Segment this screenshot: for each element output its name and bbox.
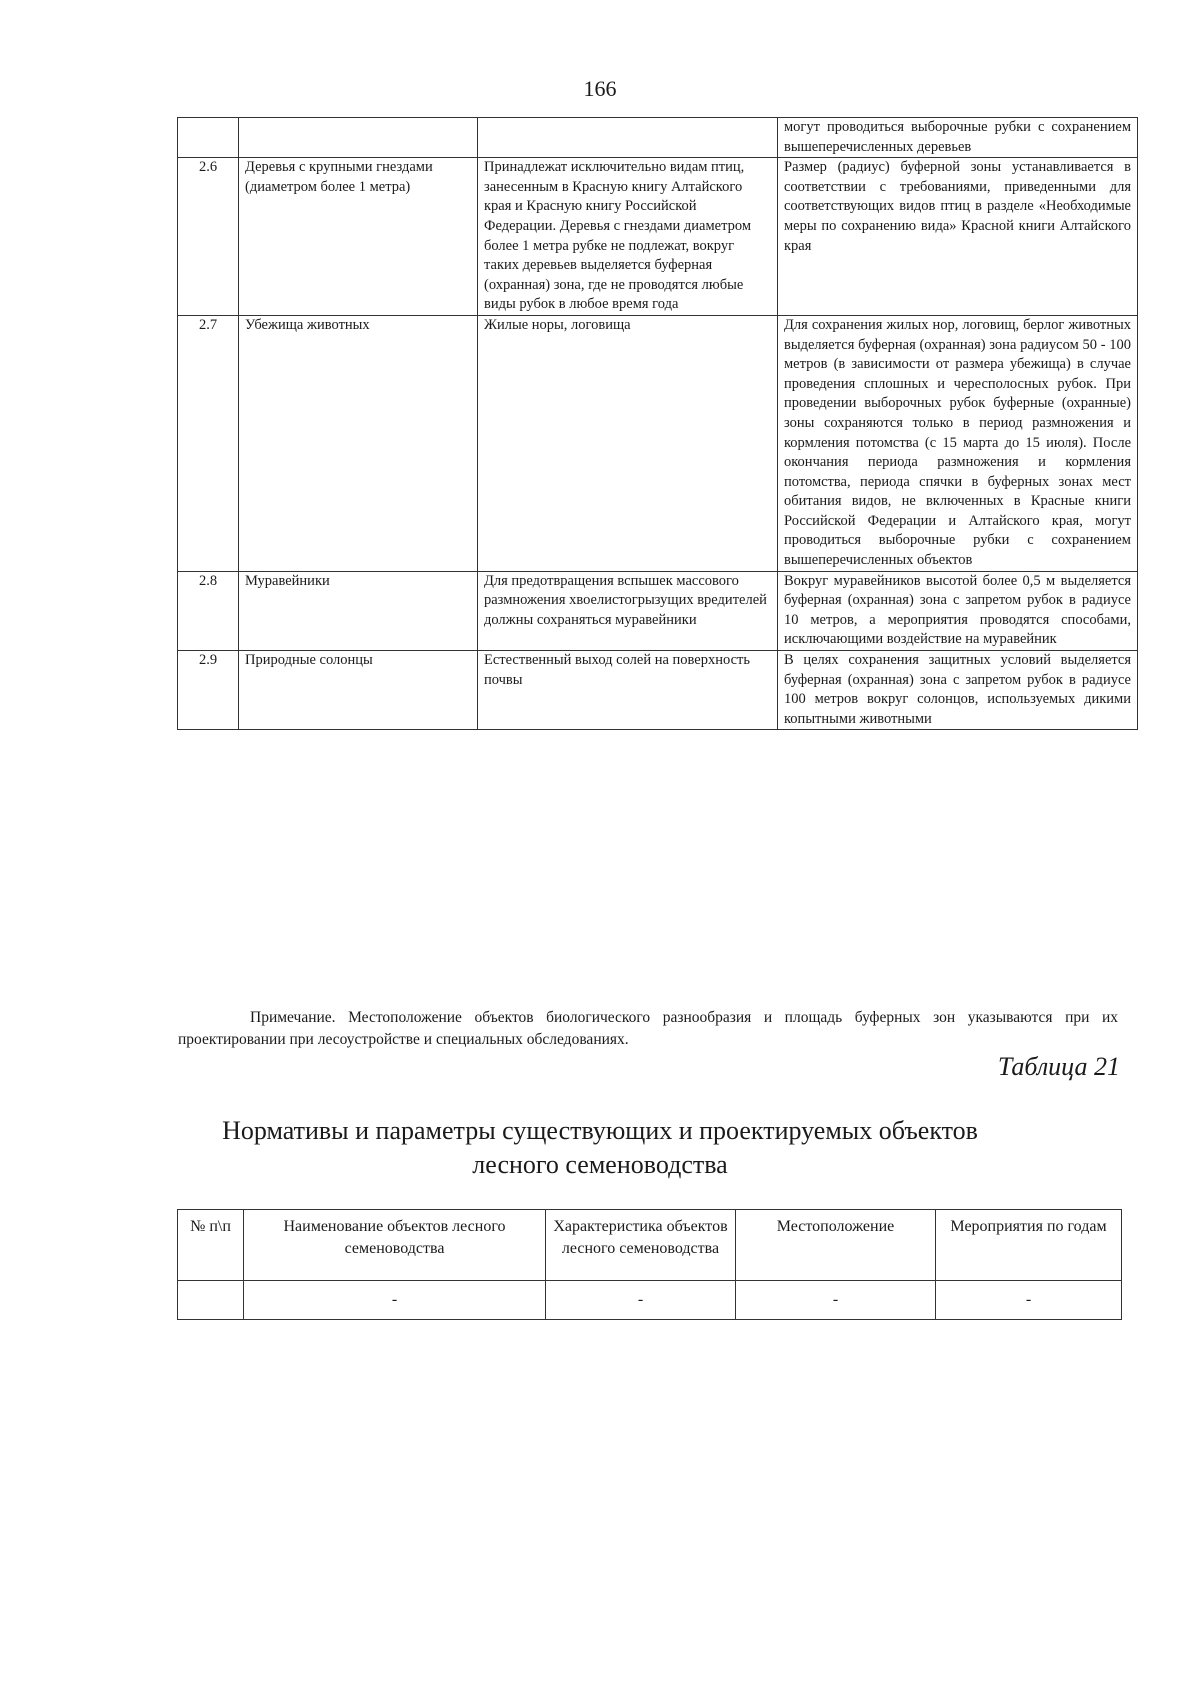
table-label: Таблица 21 (997, 1052, 1120, 1081)
cell-measures: - (936, 1281, 1122, 1320)
object-characteristic: Жилые норы, логовища (478, 315, 778, 571)
object-measures: Размер (радиус) буферной зоны устанавливается в соответствии с требованиями, приведенными для соответствующих видов птиц в разделе «Необходимые меры по сохранению вида» Красной книги Алтайского края (778, 158, 1138, 316)
object-characteristic: Принадлежат исключительно видам птиц, занесенным в Красную книгу Алтайского края и Красную книгу Российской Федерации. Деревья с гнездами диаметром более 1 метра рубке не подлежат, вокруг таких деревьев выделяется буферная (охранная) зона, где не проводятся любые виды рубок в любое время года (478, 158, 778, 316)
object-measures: могут проводиться выборочные рубки с сохранением вышеперечисленных деревьев (778, 118, 1138, 158)
object-characteristic: Для предотвращения вспышек массового размножения хвоелистогрызущих вредителей должны сохраняться муравейники (478, 571, 778, 650)
cell-location: - (736, 1281, 936, 1320)
cell-number (178, 1281, 244, 1320)
object-measures: Для сохранения жилых нор, логовищ, берлог животных выделяется буферная (охранная) зона радиусом 50 - 100 метров (в зависимости от размера убежища) в случае проведения сплошных и чересполосных рубок. При проведении выборочных рубок буферные (охранные) зоны сохраняются только в период размножения и кормления потомства (с 15 марта до 15 июля). После окончания периода размножения и кормления потомства, периода спячки в буферных зонах мест обитания видов, не включенных в Красные книги Российской Федерации и Алтайского края, могут проводиться выборочные рубки с сохранением вышеперечисленных объектов (778, 315, 1138, 571)
row-number: 2.8 (178, 571, 239, 650)
object-measures: Вокруг муравейников высотой более 0,5 м выделяется буферная (охранная) зона с запретом рубок в радиусе 10 метров, а мероприятия проводятся способами, исключающими воздействие на муравейник (778, 571, 1138, 650)
title-line-1: Нормативы и параметры существующих и проектируемых объектов (222, 1116, 978, 1145)
table-header-row (178, 1210, 1122, 1281)
biodiversity-objects-table (177, 117, 1138, 730)
table-note: Примечание. Местоположение объектов биологического разнообразия и площадь буферных зон указываются при их проектировании при лесоустройстве и специальных обследованиях. (178, 1009, 1118, 1048)
table-row (178, 315, 1138, 571)
row-number: 2.9 (178, 651, 239, 730)
table-row (178, 571, 1138, 650)
section-title (0, 1114, 1200, 1182)
row-number: 2.6 (178, 158, 239, 316)
column-header-location: Местоположение (736, 1210, 936, 1281)
cell-characteristic: - (546, 1281, 736, 1320)
page-number: 166 (583, 76, 617, 101)
column-header-name: Наименование объектов лесного семеноводства (244, 1210, 546, 1281)
table-row (178, 158, 1138, 316)
object-name: Деревья с крупными гнездами (диаметром более 1 метра) (239, 158, 478, 316)
object-characteristic: Естественный выход солей на поверхность почвы (478, 651, 778, 730)
cell-name: - (244, 1281, 546, 1320)
object-characteristic (478, 118, 778, 158)
table-row (178, 118, 1138, 158)
row-number (178, 118, 239, 158)
column-header-characteristic: Характеристика объектов лесного семеноводства (546, 1210, 736, 1281)
table-row (178, 1281, 1122, 1320)
column-header-measures: Мероприятия по годам (936, 1210, 1122, 1281)
object-name: Природные солонцы (239, 651, 478, 730)
object-name (239, 118, 478, 158)
object-name: Убежища животных (239, 315, 478, 571)
column-header-number: № п\п (178, 1210, 244, 1281)
object-name: Муравейники (239, 571, 478, 650)
row-number: 2.7 (178, 315, 239, 571)
title-line-2: лесного семеноводства (472, 1150, 728, 1179)
seed-production-table (177, 1209, 1122, 1320)
table-row (178, 651, 1138, 730)
object-measures: В целях сохранения защитных условий выделяется буферная (охранная) зона с запретом рубок в радиусе 100 метров вокруг солонцов, используемых дикими копытными животными (778, 651, 1138, 730)
